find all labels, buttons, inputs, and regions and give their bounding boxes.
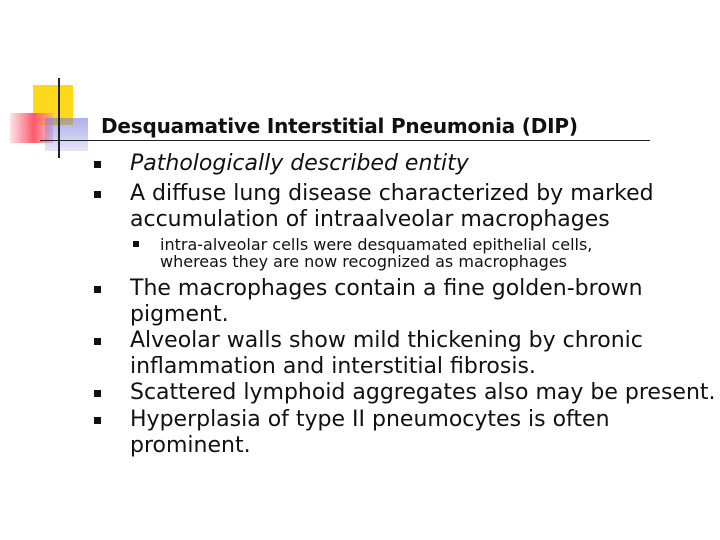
bullet-text: The macrophages contain a fine golden-brown pigment. — [130, 276, 643, 327]
bullet-text: Hyperplasia of type II pneumocytes is often prominent. — [130, 407, 610, 458]
title-underline — [40, 140, 650, 141]
bullet-text: Alveolar walls show mild thickening by chronic inflammation and interstitial fibrosis. — [130, 328, 643, 379]
decor-vertical-line — [58, 78, 60, 158]
bullet-item-2 — [130, 181, 670, 233]
decor-blue-square — [45, 118, 88, 151]
bullet-item-4 — [130, 328, 650, 380]
bullet-text: Scattered lymphoid aggregates also may be present. — [130, 380, 716, 405]
square-bullet-icon — [94, 286, 101, 293]
square-bullet-icon — [94, 161, 101, 168]
square-bullet-icon — [133, 241, 139, 247]
sub-bullet-item-1 — [160, 236, 660, 270]
bullet-item-3 — [130, 276, 650, 328]
square-bullet-icon — [94, 191, 101, 198]
square-bullet-icon — [94, 390, 101, 397]
square-bullet-icon — [94, 338, 101, 345]
bullet-text: A diffuse lung disease characterized by marked accumulation of intraalveolar macrophages — [130, 181, 654, 232]
bullet-item-6 — [130, 407, 630, 459]
bullet-text: Pathologically described entity — [130, 151, 469, 176]
slide-title: Desquamative Interstitial Pneumonia (DIP) — [101, 114, 578, 138]
bullet-item-5 — [130, 380, 716, 406]
square-bullet-icon — [94, 417, 101, 424]
bullet-text: intra-alveolar cells were desquamated epithelial cells, whereas they are now recognized as macrophages — [160, 235, 593, 271]
bullet-item-1 — [130, 151, 690, 177]
